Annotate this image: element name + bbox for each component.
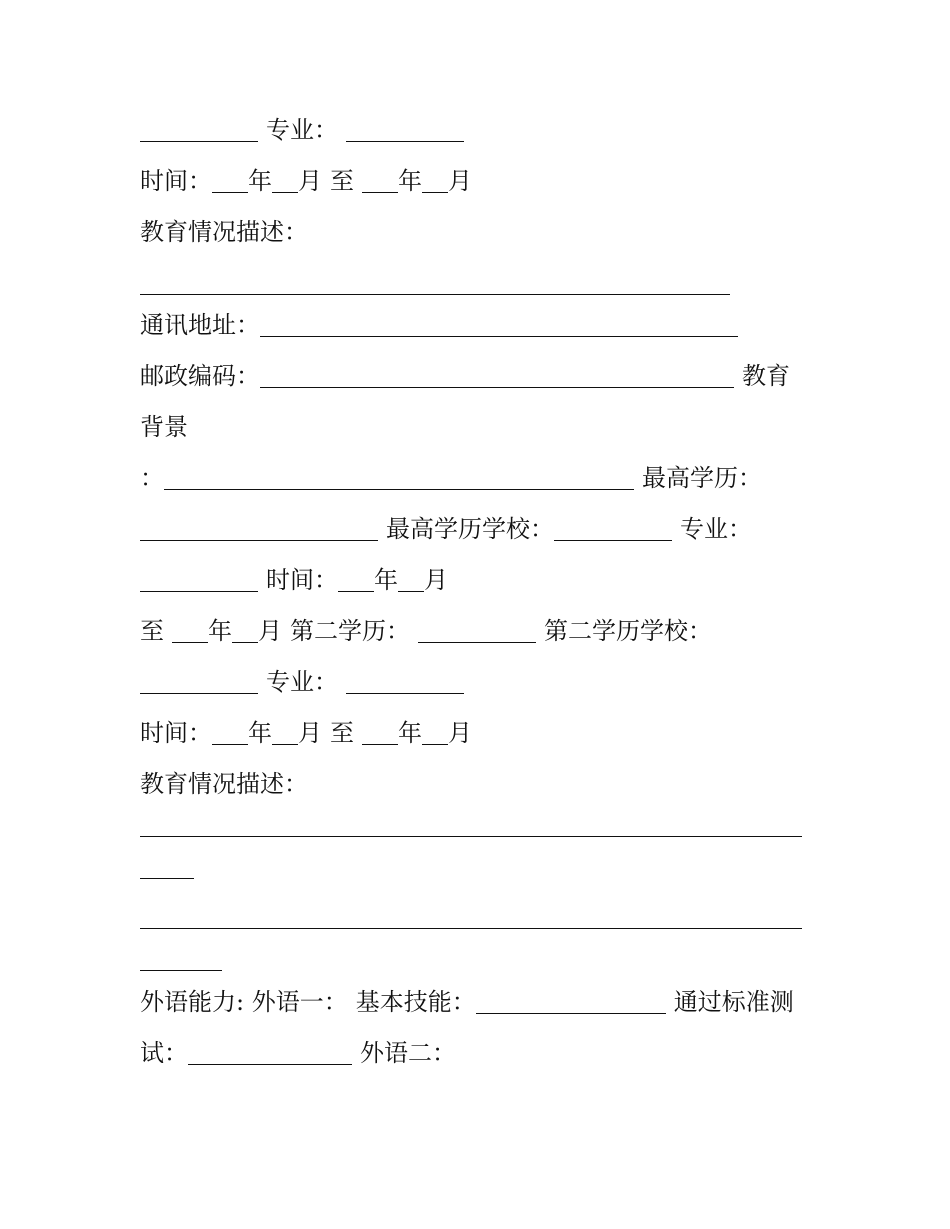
line-15 xyxy=(140,808,810,842)
edu-background-blank[interactable] xyxy=(164,488,634,490)
end-year-blank[interactable] xyxy=(362,191,398,193)
second-school-blank[interactable] xyxy=(140,692,258,694)
line-3 xyxy=(140,215,810,249)
standard-test-label: 通过标准测 xyxy=(673,988,794,1016)
line-12 xyxy=(140,665,810,699)
start-month-blank[interactable] xyxy=(398,590,424,592)
end-year-blank[interactable] xyxy=(172,641,208,643)
start-year-blank[interactable] xyxy=(212,743,248,745)
to-label: 至 xyxy=(330,719,354,747)
line-1 xyxy=(140,113,810,147)
line-9 xyxy=(140,512,810,546)
end-month-blank[interactable] xyxy=(422,743,448,745)
line-19 xyxy=(140,985,810,1019)
end-month-blank[interactable] xyxy=(232,641,258,643)
line-16 xyxy=(140,850,810,884)
month-label: 月 xyxy=(424,566,448,594)
postcode-label: 邮政编码： xyxy=(140,362,260,390)
edu-desc-label: 教育情况描述： xyxy=(140,770,308,798)
second-degree-label: 第二学历： xyxy=(290,617,410,645)
highest-degree-blank[interactable] xyxy=(140,539,378,541)
line-10 xyxy=(140,563,810,597)
month-label: 月 xyxy=(448,167,472,195)
foreign-lang-label: 外语能力: 外语一： xyxy=(140,988,348,1016)
basic-skill-blank[interactable] xyxy=(476,1012,666,1014)
year-label: 年 xyxy=(398,167,422,195)
blank-field[interactable] xyxy=(140,140,258,142)
time-label: 时间： xyxy=(266,566,338,594)
standard-test-label-cont: 试： xyxy=(140,1039,188,1067)
end-month-blank[interactable] xyxy=(422,191,448,193)
start-year-blank[interactable] xyxy=(338,590,374,592)
highest-school-label: 最高学历学校： xyxy=(386,515,554,543)
time-label: 时间： xyxy=(140,719,212,747)
year-label: 年 xyxy=(398,719,422,747)
line-6 xyxy=(140,359,810,393)
major-blank[interactable] xyxy=(346,692,464,694)
year-label: 年 xyxy=(374,566,398,594)
line-14 xyxy=(140,767,810,801)
second-school-label: 第二学历学校： xyxy=(544,617,712,645)
line-20 xyxy=(140,1036,810,1070)
year-label: 年 xyxy=(208,617,232,645)
highest-school-blank[interactable] xyxy=(554,539,672,541)
major-blank[interactable] xyxy=(346,140,464,142)
edu-desc-label: 教育情况描述： xyxy=(140,218,308,246)
foreign-lang2-label: 外语二： xyxy=(360,1039,456,1067)
postcode-blank[interactable] xyxy=(260,386,734,388)
month-label: 月 xyxy=(448,719,472,747)
month-label: 月 xyxy=(298,719,322,747)
line-8 xyxy=(140,461,810,495)
line-17 xyxy=(140,900,810,934)
month-label: 月 xyxy=(298,167,322,195)
edu-desc-blank[interactable] xyxy=(140,293,730,295)
year-label: 年 xyxy=(248,167,272,195)
end-year-blank[interactable] xyxy=(362,743,398,745)
address-blank[interactable] xyxy=(260,335,738,337)
edu-desc-blank[interactable] xyxy=(140,835,802,837)
start-year-blank[interactable] xyxy=(212,191,248,193)
basic-skill-label: 基本技能： xyxy=(355,988,476,1016)
line-2 xyxy=(140,164,810,198)
line-11 xyxy=(140,614,810,648)
major-blank[interactable] xyxy=(140,590,258,592)
start-month-blank[interactable] xyxy=(272,191,298,193)
address-label: 通讯地址： xyxy=(140,311,260,339)
edu-background-label-cont: 背景 xyxy=(140,413,188,441)
edu-background-label: 教育 xyxy=(742,362,790,390)
colon-label: ： xyxy=(140,464,164,492)
line-13 xyxy=(140,716,810,750)
major-label: 专业： xyxy=(266,668,338,696)
time-label: 时间： xyxy=(140,167,212,195)
to-label: 至 xyxy=(330,167,354,195)
year-label: 年 xyxy=(248,719,272,747)
line-7 xyxy=(140,410,810,444)
start-month-blank[interactable] xyxy=(272,743,298,745)
line-5 xyxy=(140,308,810,342)
major-label: 专业： xyxy=(266,116,338,144)
line-18 xyxy=(140,942,810,976)
line-4 xyxy=(140,266,810,300)
to-label: 至 xyxy=(140,617,164,645)
second-degree-blank[interactable] xyxy=(418,641,536,643)
edu-desc-blank-cont[interactable] xyxy=(140,969,222,971)
standard-test-blank[interactable] xyxy=(188,1063,352,1065)
edu-desc-blank[interactable] xyxy=(140,927,802,929)
edu-desc-blank-cont[interactable] xyxy=(140,877,194,879)
major-label: 专业： xyxy=(680,515,752,543)
highest-degree-label: 最高学历： xyxy=(642,464,762,492)
month-label: 月 xyxy=(258,617,282,645)
